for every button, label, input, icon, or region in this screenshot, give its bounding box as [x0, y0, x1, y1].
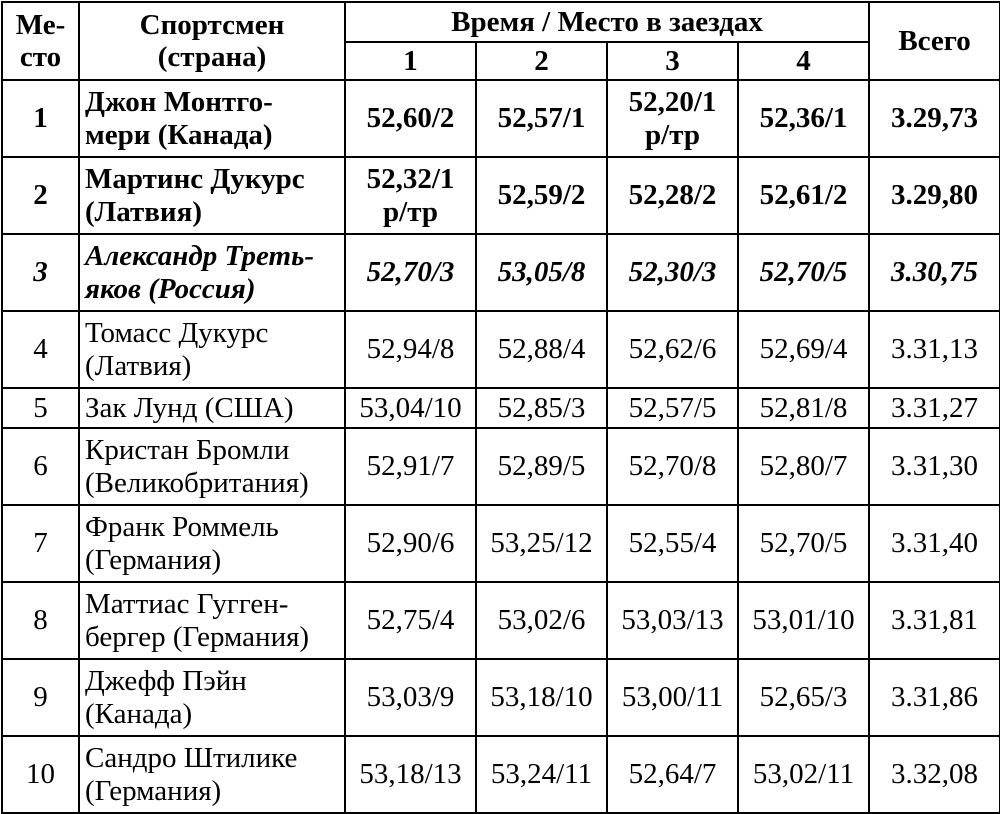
- total-cell: 3.31,40: [869, 505, 1000, 582]
- athlete-cell: Кристан Бромли (Великобритания): [79, 428, 345, 505]
- heat-3-cell: 52,28/2: [607, 157, 738, 234]
- athlete-cell: Франк Роммель (Германия): [79, 505, 345, 582]
- table-row: [2, 234, 1000, 311]
- header-row: [2, 2, 1000, 42]
- heat-3-header: 3: [607, 42, 738, 80]
- table-row: [2, 582, 1000, 659]
- heat-2-cell: 52,85/3: [476, 388, 607, 428]
- heat-2-cell: 53,24/11: [476, 736, 607, 813]
- heat-1-cell: 53,04/10: [345, 388, 476, 428]
- athlete-cell: Маттиас Гугген- бергер (Германия): [79, 582, 345, 659]
- place-cell: 4: [2, 311, 79, 388]
- heat-4-cell: 52,70/5: [738, 505, 869, 582]
- heat-3-cell: 53,03/13: [607, 582, 738, 659]
- heat-4-cell: 52,81/8: [738, 388, 869, 428]
- heat-1-cell: 52,60/2: [345, 80, 476, 157]
- heat-1-cell: 53,03/9: [345, 659, 476, 736]
- total-header: Всего: [869, 2, 1000, 80]
- heat-3-cell: 52,64/7: [607, 736, 738, 813]
- heat-1-cell: 52,70/3: [345, 234, 476, 311]
- heat-2-cell: 53,05/8: [476, 234, 607, 311]
- heat-4-cell: 53,01/10: [738, 582, 869, 659]
- table-row: [2, 505, 1000, 582]
- heat-2-cell: 53,18/10: [476, 659, 607, 736]
- total-cell: 3.29,80: [869, 157, 1000, 234]
- heat-4-header: 4: [738, 42, 869, 80]
- heat-2-cell: 52,88/4: [476, 311, 607, 388]
- heat-4-cell: 52,61/2: [738, 157, 869, 234]
- heat-1-cell: 52,90/6: [345, 505, 476, 582]
- total-cell: 3.31,81: [869, 582, 1000, 659]
- heat-4-cell: 52,69/4: [738, 311, 869, 388]
- athlete-cell: Зак Лунд (США): [79, 388, 345, 428]
- place-cell: 8: [2, 582, 79, 659]
- heat-1-cell: 52,32/1 р/тр: [345, 157, 476, 234]
- athlete-cell: Джефф Пэйн (Канада): [79, 659, 345, 736]
- table-row: [2, 659, 1000, 736]
- heat-3-cell: 52,70/8: [607, 428, 738, 505]
- athlete-header: Спортсмен (страна): [79, 2, 345, 80]
- place-header: Ме- сто: [2, 2, 79, 80]
- heat-1-cell: 52,75/4: [345, 582, 476, 659]
- heat-4-cell: 52,70/5: [738, 234, 869, 311]
- heat-4-cell: 52,36/1: [738, 80, 869, 157]
- heat-3-cell: 52,30/3: [607, 234, 738, 311]
- heat-3-cell: 52,20/1 р/тр: [607, 80, 738, 157]
- athlete-cell: Александр Треть- яков (Россия): [79, 234, 345, 311]
- results-table: [1, 1, 1000, 814]
- table-row: [2, 736, 1000, 813]
- total-cell: 3.31,13: [869, 311, 1000, 388]
- place-cell: 5: [2, 388, 79, 428]
- heat-4-cell: 52,65/3: [738, 659, 869, 736]
- place-cell: 10: [2, 736, 79, 813]
- place-cell: 1: [2, 80, 79, 157]
- heat-2-cell: 53,02/6: [476, 582, 607, 659]
- heat-3-cell: 52,55/4: [607, 505, 738, 582]
- table-row: [2, 428, 1000, 505]
- athlete-cell: Джон Монтго- мери (Канада): [79, 80, 345, 157]
- heat-1-cell: 52,94/8: [345, 311, 476, 388]
- table-row: [2, 157, 1000, 234]
- total-cell: 3.31,30: [869, 428, 1000, 505]
- table-row: [2, 311, 1000, 388]
- place-cell: 7: [2, 505, 79, 582]
- athlete-cell: Томасс Дукурс (Латвия): [79, 311, 345, 388]
- heat-2-cell: 52,59/2: [476, 157, 607, 234]
- heat-2-cell: 53,25/12: [476, 505, 607, 582]
- total-cell: 3.31,27: [869, 388, 1000, 428]
- place-cell: 6: [2, 428, 79, 505]
- place-cell: 9: [2, 659, 79, 736]
- heat-1-cell: 52,91/7: [345, 428, 476, 505]
- heat-3-cell: 52,57/5: [607, 388, 738, 428]
- heats-header: Время / Место в заездах: [345, 2, 869, 42]
- athlete-cell: Сандро Штилике (Германия): [79, 736, 345, 813]
- heat-4-cell: 52,80/7: [738, 428, 869, 505]
- heat-2-cell: 52,89/5: [476, 428, 607, 505]
- total-cell: 3.29,73: [869, 80, 1000, 157]
- heat-4-cell: 53,02/11: [738, 736, 869, 813]
- heat-3-cell: 53,00/11: [607, 659, 738, 736]
- table-row: [2, 388, 1000, 428]
- heat-3-cell: 52,62/6: [607, 311, 738, 388]
- total-cell: 3.32,08: [869, 736, 1000, 813]
- place-cell: 2: [2, 157, 79, 234]
- athlete-cell: Мартинс Дукурс (Латвия): [79, 157, 345, 234]
- heat-2-cell: 52,57/1: [476, 80, 607, 157]
- place-cell: 3: [2, 234, 79, 311]
- heat-1-header: 1: [345, 42, 476, 80]
- total-cell: 3.31,86: [869, 659, 1000, 736]
- heat-1-cell: 53,18/13: [345, 736, 476, 813]
- table-row: [2, 80, 1000, 157]
- heat-2-header: 2: [476, 42, 607, 80]
- total-cell: 3.30,75: [869, 234, 1000, 311]
